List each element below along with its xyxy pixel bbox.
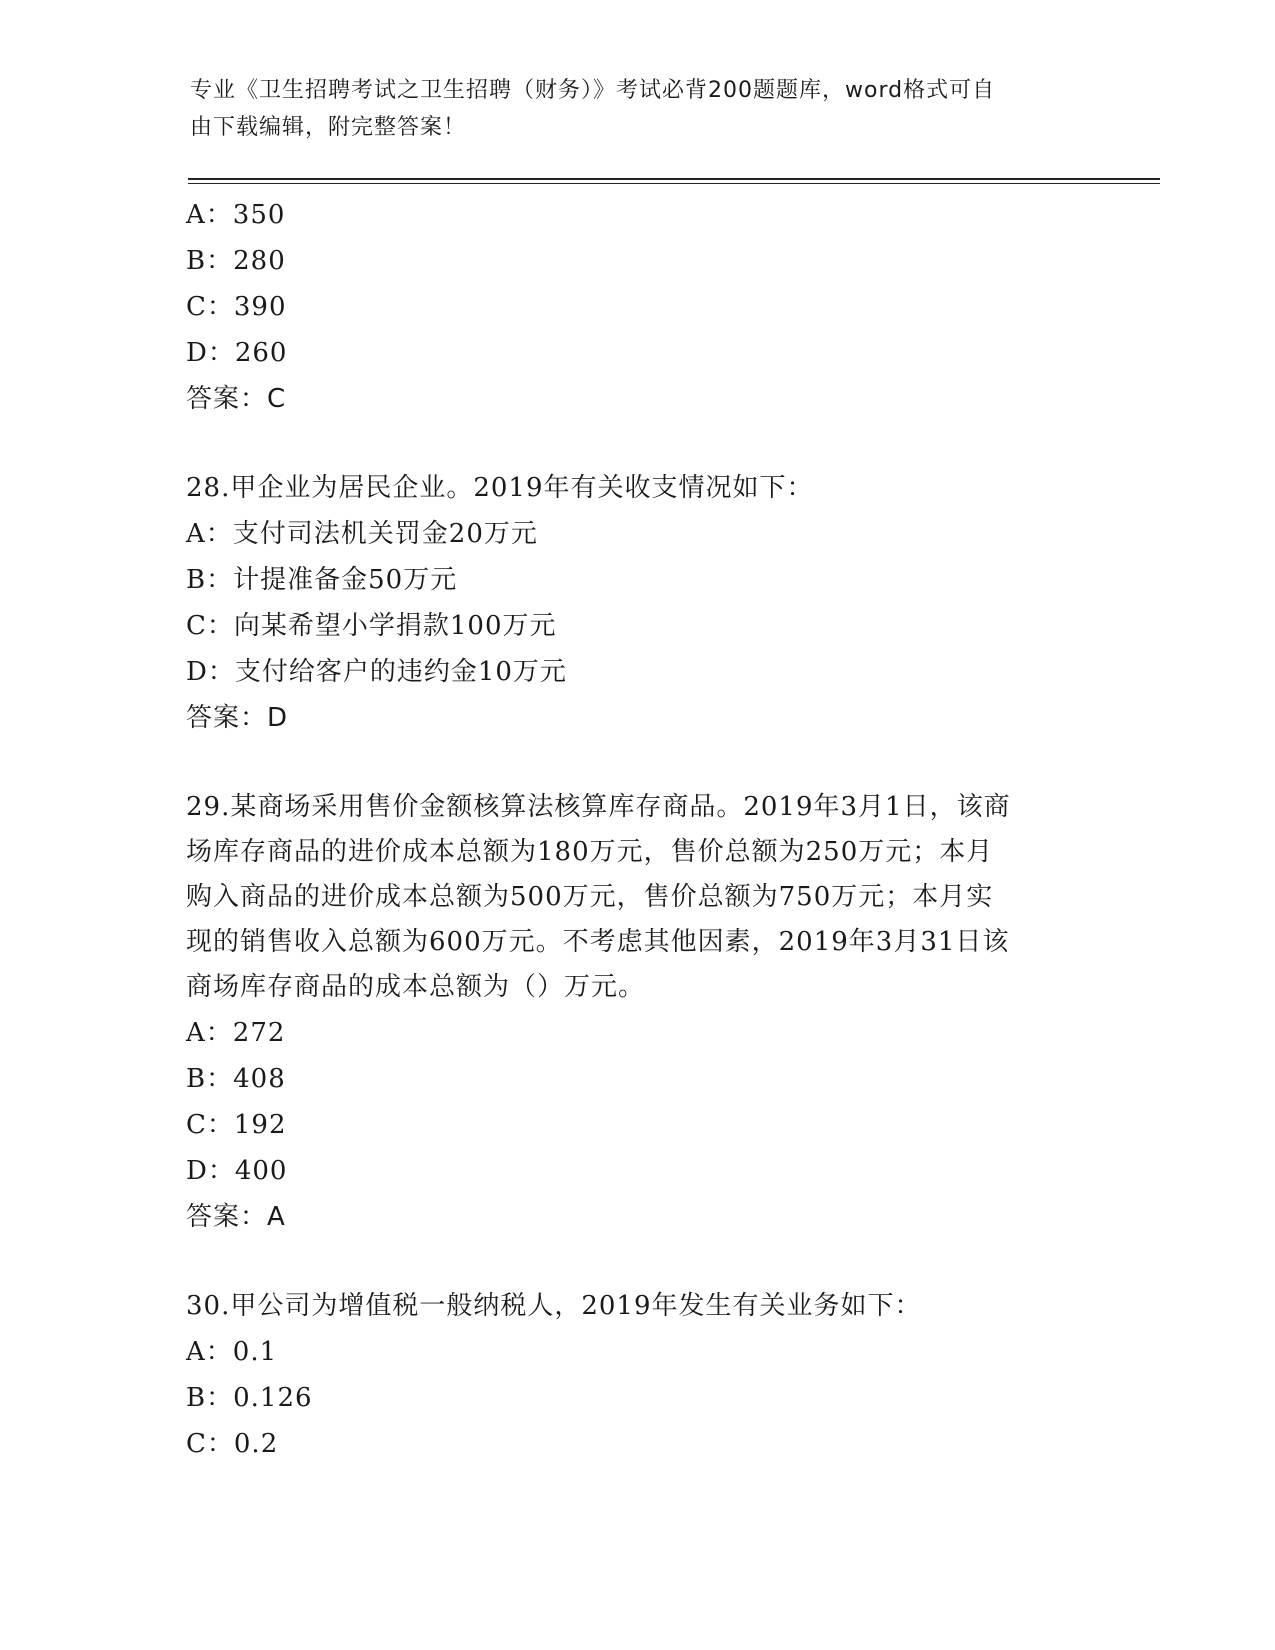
option-d: D：支付给客户的违约金10万元	[186, 657, 567, 687]
option-b: B：0.126	[186, 1383, 313, 1413]
question-spacer	[186, 422, 1086, 466]
header-rule-thin	[188, 183, 1160, 184]
answer-line: 答案：D	[186, 703, 289, 733]
question-30	[186, 1284, 1086, 1467]
document-header	[190, 72, 1090, 146]
option-b: B：280	[186, 246, 286, 276]
option-c: C：0.2	[186, 1429, 279, 1459]
option-c: C：390	[186, 292, 287, 322]
question-29	[186, 785, 1086, 1240]
question-prev	[186, 192, 1086, 422]
question-spacer	[186, 1240, 1086, 1284]
question-stem-line: 现的销售收入总额为600万元。不考虑其他因素，2019年3月31日该	[186, 927, 1010, 957]
question-stem-line: 场库存商品的进价成本总额为180万元，售价总额为250万元；本月	[186, 837, 994, 867]
question-28	[186, 466, 1086, 741]
question-spacer	[186, 741, 1086, 785]
option-d: D：400	[186, 1156, 288, 1186]
question-stem-line: 商场库存商品的成本总额为（）万元。	[186, 972, 646, 1002]
question-stem-line: 29.某商场采用售价金额核算法核算库存商品。2019年3月1日，该商	[186, 792, 1011, 822]
option-a: A：支付司法机关罚金20万元	[186, 519, 538, 549]
option-a: A：0.1	[186, 1337, 278, 1367]
header-line-2: 由下载编辑，附完整答案！	[190, 115, 467, 140]
answer-line: 答案：A	[186, 1202, 286, 1232]
option-b: B：408	[186, 1064, 286, 1094]
answer-line: 答案：C	[186, 384, 287, 414]
header-rule-thick	[188, 178, 1160, 180]
question-stem: 28.甲企业为居民企业。2019年有关收支情况如下：	[186, 473, 814, 503]
option-a: A：272	[186, 1018, 286, 1048]
option-c: C：向某希望小学捐款100万元	[186, 611, 557, 641]
option-a: A：350	[186, 200, 286, 230]
header-line-1: 专业《卫生招聘考试之卫生招聘（财务）》考试必背200题题库，word格式可自	[190, 78, 996, 103]
question-stem-line: 购入商品的进价成本总额为500万元，售价总额为750万元；本月实	[186, 882, 994, 912]
option-c: C：192	[186, 1110, 287, 1140]
question-content	[186, 192, 1086, 1467]
option-d: D：260	[186, 338, 288, 368]
option-b: B：计提准备金50万元	[186, 565, 458, 595]
question-stem: 30.甲公司为增值税一般纳税人，2019年发生有关业务如下：	[186, 1291, 922, 1321]
